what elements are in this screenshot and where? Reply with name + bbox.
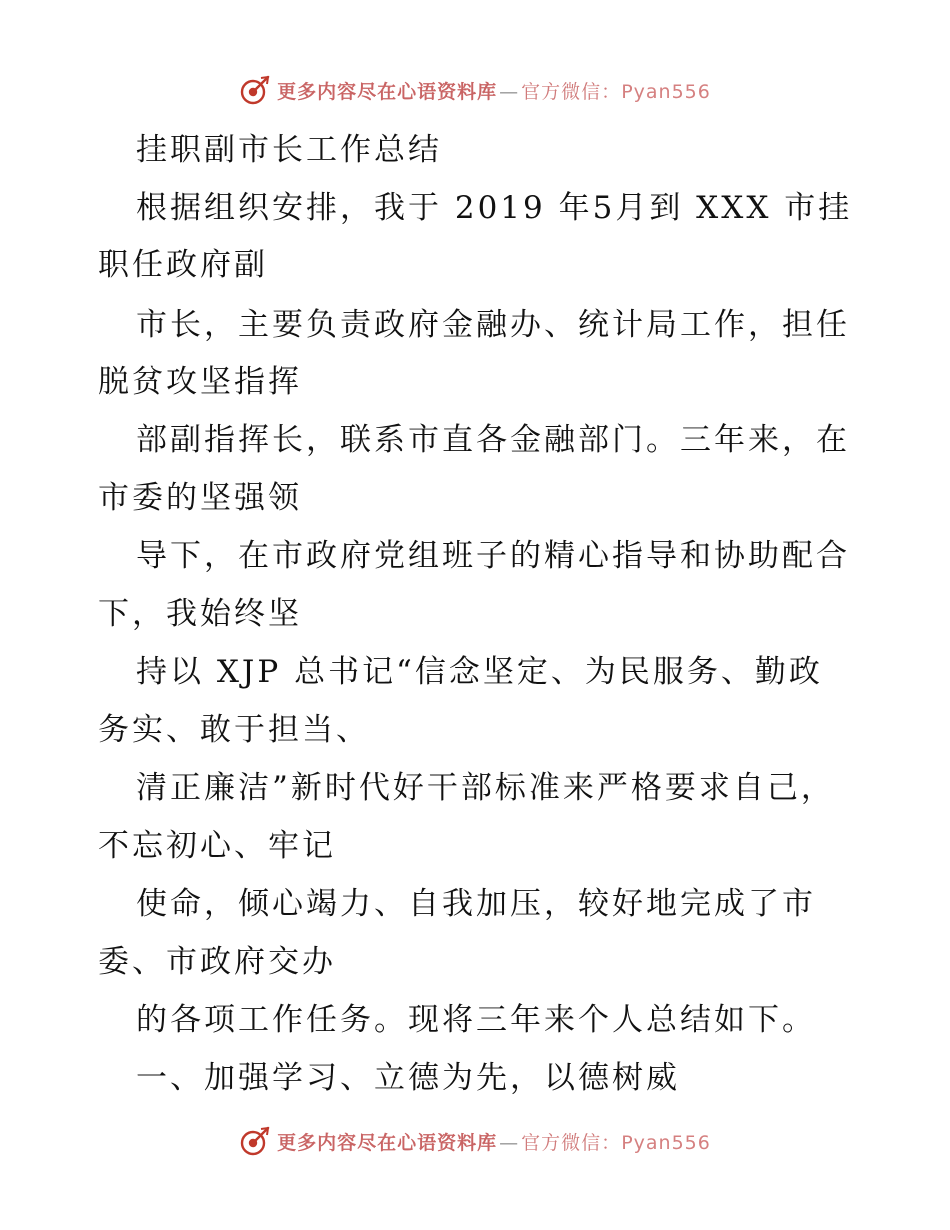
doc-line: 不忘初心、牢记 — [98, 828, 336, 864]
watermark-text — [277, 1128, 711, 1155]
doc-line: 的各项工作任务。现将三年来个人总结如下。 — [136, 1002, 816, 1038]
doc-line: 务实、敢于担当、 — [98, 712, 370, 748]
watermark-text — [277, 77, 711, 104]
watermark-separator: — — [499, 1131, 520, 1154]
watermark-separator: — — [499, 80, 520, 103]
watermark-suffix: 官方微信： — [521, 80, 622, 103]
doc-line: 市委的坚强领 — [98, 480, 302, 516]
doc-title: 挂职副市长工作总结 — [136, 132, 442, 168]
doc-line: 使命，倾心竭力、自我加压，较好地完成了市 — [136, 886, 816, 922]
doc-line: 委、市政府交办 — [98, 944, 336, 980]
doc-line: 职任政府副 — [98, 247, 268, 283]
doc-line: 清正廉洁”新时代好干部标准来严格要求自己， — [136, 770, 835, 806]
watermark-emphasis: 更多内容尽在心语资料库 — [277, 80, 498, 103]
watermark-suffix: 官方微信： — [521, 1131, 622, 1154]
doc-line: 导下，在市政府党组班子的精心指导和协助配合 — [136, 538, 850, 574]
header-watermark — [0, 72, 950, 108]
watermark-emphasis: 更多内容尽在心语资料库 — [277, 1131, 498, 1154]
quill-logo-icon — [239, 74, 271, 106]
section-heading: 一、加强学习、立德为先，以德树威 — [136, 1060, 680, 1096]
footer-watermark — [0, 1123, 950, 1159]
doc-line: 下，我始终坚 — [98, 596, 302, 632]
doc-line: 持以 XJP 总书记“信念坚定、为民服务、勤政 — [136, 654, 823, 690]
doc-line: 根据组织安排，我于 2019 年5月到 XXX 市挂 — [136, 190, 853, 226]
watermark-account: Pyan556 — [621, 80, 711, 103]
quill-logo-icon — [239, 1125, 271, 1157]
doc-line: 部副指挥长，联系市直各金融部门。三年来，在 — [136, 422, 850, 458]
doc-line: 市长，主要负责政府金融办、统计局工作，担任 — [136, 307, 850, 343]
doc-line: 脱贫攻坚指挥 — [98, 364, 302, 400]
watermark-account: Pyan556 — [621, 1131, 711, 1154]
